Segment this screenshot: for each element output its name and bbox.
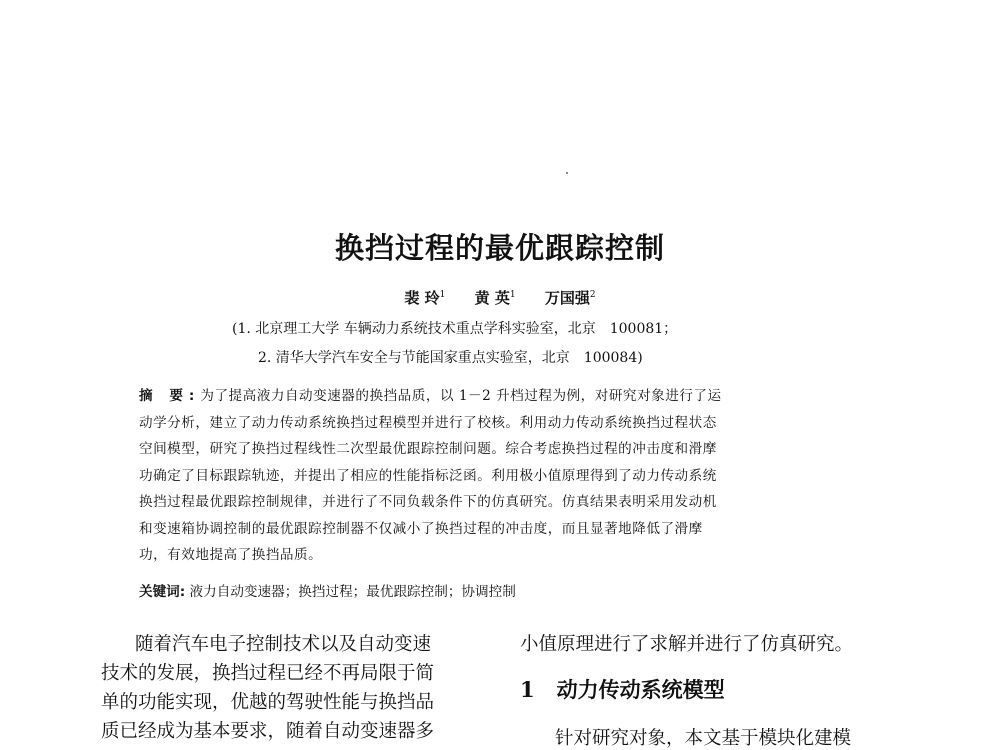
author-list — [360, 287, 640, 308]
scan-speck — [566, 172, 568, 174]
author-3: 万国强$^2$ — [544, 289, 596, 307]
abstract-line: 换挡过程最优跟踪控制规律，并进行了不同负载条件下的仿真研究。仿真结果表明采用发动机 — [139, 494, 717, 510]
body-line: 技术的发展，换挡过程已经不再局限于简 — [101, 663, 435, 684]
affiliation-2: 2. 清华大学汽车安全与节能国家重点实验室，北京 100084) — [258, 350, 643, 366]
author-2: 黄 英$^1$ — [474, 289, 516, 307]
keywords — [139, 580, 516, 600]
abstract — [139, 384, 859, 570]
body-right-line-2: 针对研究对象，本文基于模块化建模 — [555, 728, 852, 749]
abstract-line: 摘 要:为了提高液力自动变速器的换挡品质，以 1－2 升档过程为例，对研究对象进行了运 — [139, 388, 722, 404]
abstract-line: 功确定了目标跟踪轨迹，并提出了相应的性能指标泛函。利用极小值原理得到了动力传动系统 — [139, 467, 717, 484]
abstract-line: 空间模型，研究了换挡过程线性二次型最优跟踪控制问题。综合考虑换挡过程的冲击度和滑摩 — [139, 441, 717, 457]
paper-title: 换挡过程的最优跟踪控制 — [334, 231, 665, 265]
keywords-text: 液力自动变速器；换挡过程；最优跟踪控制；协调控制 — [189, 584, 516, 600]
author-1: 裴 玲$^1$ — [404, 289, 446, 307]
abstract-line: 动学分析，建立了动力传动系统换挡过程模型并进行了校核。利用动力传动系统换挡过程状态 — [139, 414, 717, 431]
section-number: 1 — [520, 677, 535, 702]
body-right-line-1: 小值原理进行了求解并进行了仿真研究。 — [520, 634, 854, 655]
body-left-column — [101, 630, 496, 746]
body-line: 单的功能实现，优越的驾驶性能与换挡品 — [101, 692, 435, 713]
keywords-label: 关键词: — [139, 584, 186, 600]
section-title: 动力传动系统模型 — [556, 678, 725, 702]
abstract-line: 和变速箱协调控制的最优跟踪控制器不仅减小了换挡过程的冲击度，而且显著地降低了滑摩 — [139, 520, 703, 537]
body-line: 随着汽车电子控制技术以及自动变速 — [135, 634, 432, 655]
body-line: 质已经成为基本要求，随着自动变速器多 — [101, 721, 435, 742]
section-heading — [520, 674, 725, 704]
abstract-label: 摘 要: — [139, 388, 201, 404]
abstract-line: 功，有效地提高了换挡品质。 — [139, 547, 323, 563]
affiliation-1: (1. 北京理工大学 车辆动力系统技术重点学科实验室，北京 100081； — [232, 321, 678, 337]
